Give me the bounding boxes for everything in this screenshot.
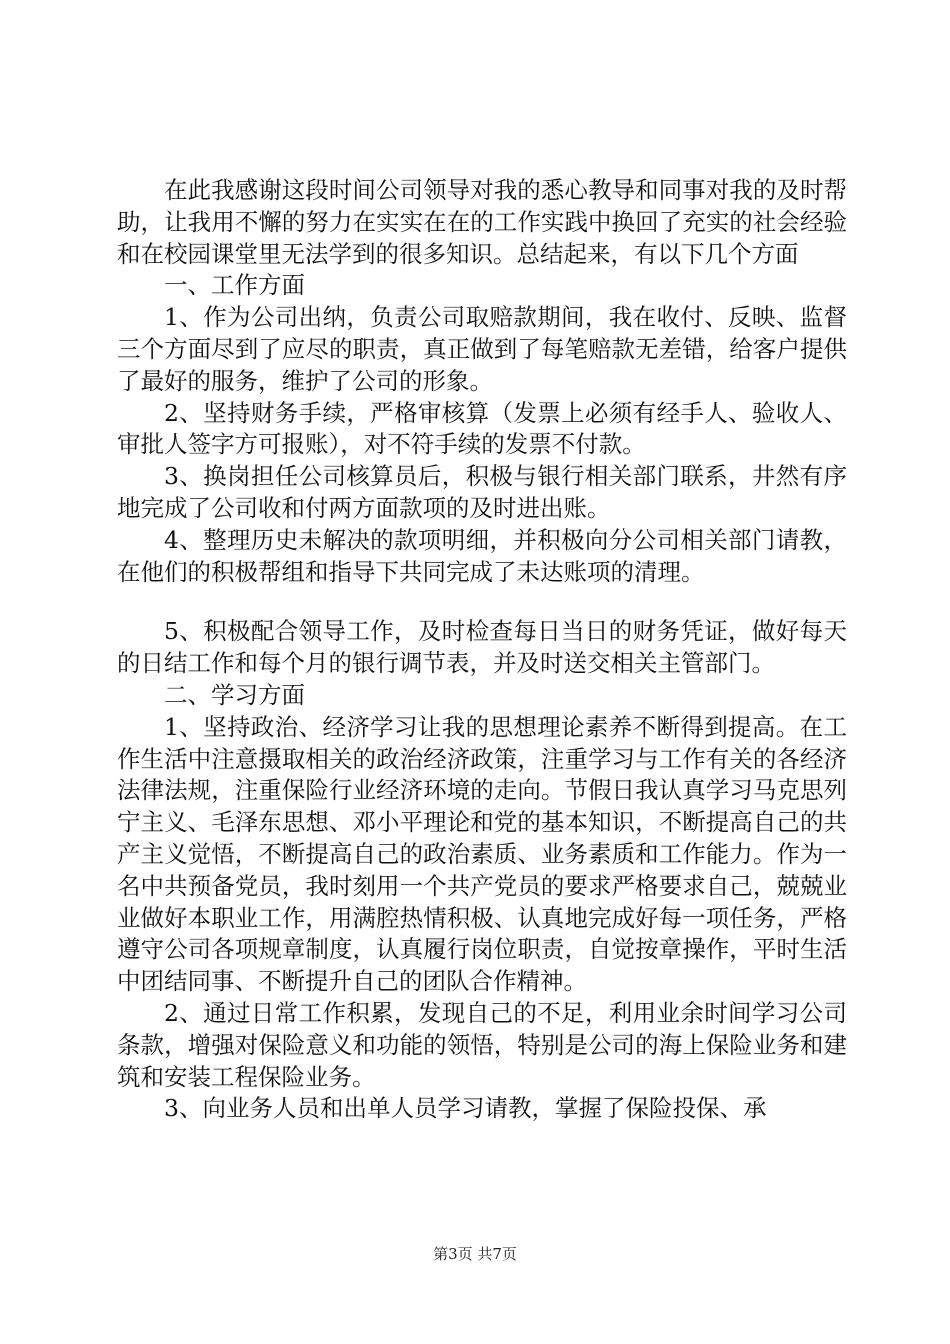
document-body [117, 175, 847, 1125]
paragraph-work-1: 1、作为公司出纳，负责公司取赔款期间，我在收付、反映、监督三个方面尽到了应尽的职责，真正做到了每笔赔款无差错，给客户提供了最好的服务，维护了公司的形象。 [117, 303, 847, 395]
paragraph-work-4: 4、整理历史未解决的款项明细，并积极向分公司相关部门请教，在他们的积极帮组和指导下共同完成了未达账项的清理。 [117, 525, 847, 586]
page-number-label: 第3页 共7页 [433, 1245, 517, 1263]
paragraph-study-3: 3、向业务人员和出单人员学习请教，掌握了保险投保、承 [164, 1094, 767, 1123]
paragraph-study-1: 1、坚持政治、经济学习让我的思想理论素养不断得到提高。在工作生活中注意摄取相关的政治经济政策，注重学习与工作有关的各经济法律法规，注重保险行业经济环境的走向。节假日我认真学习马克思列宁主义、毛泽东思想、邓小平理论和党的基本知识，不断提高自己的共产主义觉悟，不断提高自己的政治素质、业务素质和工作能力。作为一名中共预备党员，我时刻用一个共产党员的要求严格要求自己，兢兢业业做好本职业工作，用满腔热情积极、认真地完成好每一项任务，严格遵守公司各项规章制度，认真履行岗位职责，自觉按章操作，平时生活中团结同事、不断提升自己的团队合作精神。 [117, 712, 847, 996]
paragraph-work-2: 2、坚持财务手续，严格审核算（发票上必须有经手人、验收人、审批人签字方可报账），对不符手续的发票不付款。 [117, 398, 847, 459]
paragraph-intro: 在此我感谢这段时间公司领导对我的悉心教导和同事对我的及时帮助，让我用不懈的努力在实实在在的工作实践中换回了充实的社会经验和在校园课堂里无法学到的很多知识。总结起来，有以下几个方面 [117, 176, 847, 268]
section-heading-study: 二、学习方面 [164, 680, 305, 709]
paragraph-work-5: 5、积极配合领导工作，及时检查每日当日的财务凭证，做好每天的日结工作和每个月的银行调节表，并及时送交相关主管部门。 [117, 617, 847, 678]
paragraph-work-3: 3、换岗担任公司核算员后，积极与银行相关部门联系，井然有序地完成了公司收和付两方面款项的及时进出账。 [117, 462, 847, 522]
page-footer [0, 1244, 950, 1264]
paragraph-study-2: 2、通过日常工作积累，发现自己的不足，利用业余时间学习公司条款，增强对保险意义和功能的领悟，特别是公司的海上保险业务和建筑和安装工程保险业务。 [117, 998, 847, 1091]
section-heading-work: 一、工作方面 [164, 271, 305, 300]
